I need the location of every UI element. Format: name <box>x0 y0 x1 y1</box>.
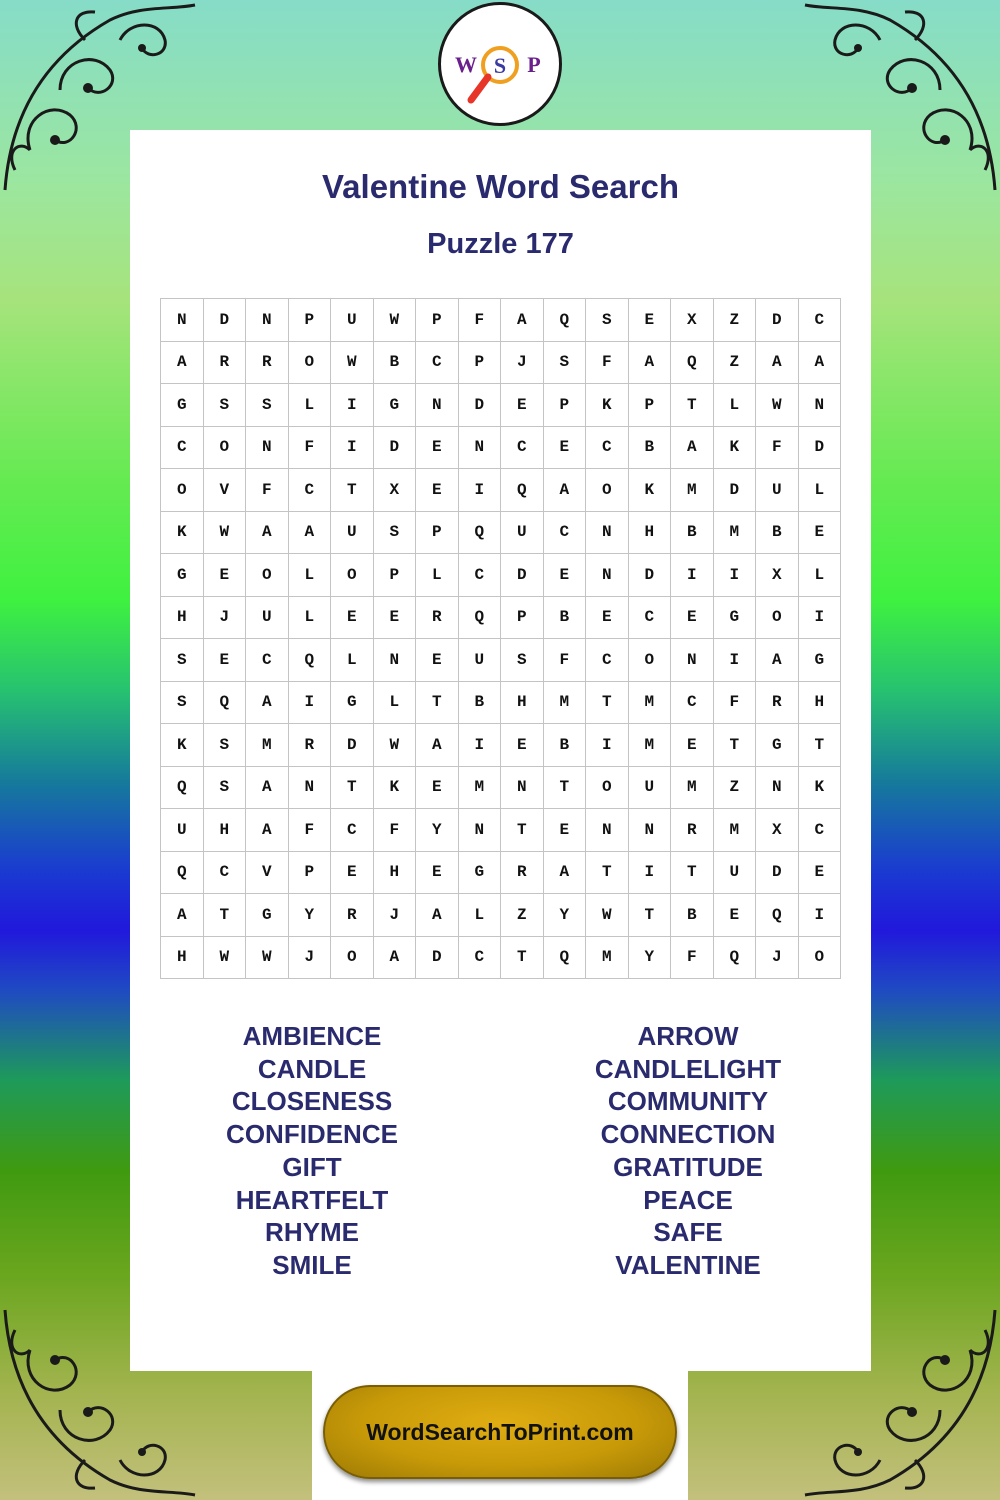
grid-cell[interactable]: W <box>204 937 247 980</box>
grid-cell[interactable]: T <box>714 724 757 767</box>
grid-cell[interactable]: F <box>246 469 289 512</box>
word-list-item: CLOSENESS <box>231 1086 393 1117</box>
grid-cell[interactable]: N <box>246 299 289 342</box>
grid-cell[interactable]: E <box>331 597 374 640</box>
grid-cell[interactable]: Q <box>544 299 587 342</box>
grid-cell[interactable]: N <box>459 809 502 852</box>
grid-cell[interactable]: C <box>246 639 289 682</box>
grid-cell[interactable]: H <box>501 682 544 725</box>
grid-cell[interactable]: W <box>331 342 374 385</box>
grid-cell[interactable]: G <box>714 597 757 640</box>
grid-cell[interactable]: B <box>544 597 587 640</box>
grid-cell[interactable]: O <box>204 427 247 470</box>
grid-cell[interactable]: Q <box>459 597 502 640</box>
grid-cell[interactable]: T <box>544 767 587 810</box>
grid-cell[interactable]: R <box>246 342 289 385</box>
grid-cell[interactable]: A <box>161 342 204 385</box>
grid-cell[interactable]: W <box>586 894 629 937</box>
grid-cell[interactable]: A <box>246 682 289 725</box>
grid-cell[interactable]: L <box>289 597 332 640</box>
grid-cell[interactable]: K <box>161 512 204 555</box>
grid-cell[interactable]: W <box>374 724 417 767</box>
grid-cell[interactable]: P <box>501 597 544 640</box>
grid-cell[interactable]: A <box>289 512 332 555</box>
grid-cell[interactable]: R <box>501 852 544 895</box>
grid-cell[interactable]: S <box>161 682 204 725</box>
grid-cell[interactable]: N <box>501 767 544 810</box>
grid-cell[interactable]: O <box>629 639 672 682</box>
grid-cell[interactable]: L <box>799 469 842 512</box>
grid-cell[interactable]: C <box>586 639 629 682</box>
grid-cell[interactable]: C <box>459 554 502 597</box>
grid-cell[interactable]: E <box>714 894 757 937</box>
puzzle-card <box>130 130 871 1371</box>
grid-cell[interactable]: J <box>374 894 417 937</box>
grid-cell[interactable]: W <box>204 512 247 555</box>
grid-cell[interactable]: S <box>246 384 289 427</box>
word-list-item: AMBIENCE <box>242 1021 382 1051</box>
grid-cell[interactable]: C <box>799 299 842 342</box>
word-list-item: GIFT <box>282 1151 342 1182</box>
logo-letter-p: P <box>527 52 541 77</box>
grid-cell[interactable]: A <box>416 724 459 767</box>
grid-cell[interactable]: F <box>756 427 799 470</box>
word-list-item: CONFIDENCE <box>226 1119 398 1150</box>
grid-cell[interactable]: A <box>671 427 714 470</box>
word-list-item: SAFE <box>653 1217 723 1248</box>
grid-cell[interactable]: O <box>246 554 289 597</box>
grid-cell[interactable]: Q <box>714 937 757 980</box>
grid-cell[interactable]: S <box>501 639 544 682</box>
word-list-item: ARROW <box>637 1021 739 1051</box>
word-list-item: COMMUNITY <box>607 1086 769 1117</box>
grid-cell[interactable]: H <box>629 512 672 555</box>
grid-cell[interactable]: K <box>799 767 842 810</box>
grid-cell[interactable]: K <box>714 427 757 470</box>
grid-cell[interactable]: I <box>331 427 374 470</box>
grid-cell[interactable]: J <box>756 937 799 980</box>
grid-cell[interactable]: I <box>671 554 714 597</box>
grid-cell[interactable]: D <box>331 724 374 767</box>
grid-cell[interactable]: B <box>756 512 799 555</box>
word-list-item: CANDLELIGHT <box>594 1053 782 1084</box>
grid-cell[interactable]: F <box>586 342 629 385</box>
grid-cell[interactable]: U <box>714 852 757 895</box>
grid-cell[interactable]: K <box>629 469 672 512</box>
word-list-item: CONNECTION <box>600 1119 776 1150</box>
grid-cell[interactable]: G <box>161 554 204 597</box>
grid-cell[interactable]: A <box>374 937 417 980</box>
letter-grid <box>160 298 841 979</box>
grid-cell[interactable]: U <box>459 639 502 682</box>
grid-cell[interactable]: E <box>629 299 672 342</box>
grid-cell[interactable]: T <box>586 682 629 725</box>
grid-cell[interactable]: A <box>161 894 204 937</box>
grid-cell[interactable]: Q <box>544 937 587 980</box>
grid-cell[interactable]: E <box>204 554 247 597</box>
grid-cell[interactable]: P <box>629 384 672 427</box>
grid-cell[interactable]: A <box>544 469 587 512</box>
grid-cell[interactable]: C <box>416 342 459 385</box>
grid-cell[interactable]: S <box>374 512 417 555</box>
grid-cell[interactable]: C <box>671 682 714 725</box>
grid-cell[interactable]: J <box>289 937 332 980</box>
grid-cell[interactable]: O <box>799 937 842 980</box>
website-label: WordSearchToPrint.com <box>366 1418 634 1445</box>
grid-cell[interactable]: A <box>501 299 544 342</box>
grid-cell[interactable]: B <box>629 427 672 470</box>
grid-cell[interactable]: X <box>756 809 799 852</box>
grid-cell[interactable]: T <box>501 809 544 852</box>
grid-cell[interactable]: C <box>459 937 502 980</box>
grid-cell[interactable]: E <box>331 852 374 895</box>
grid-cell[interactable]: D <box>756 299 799 342</box>
grid-cell[interactable]: U <box>161 809 204 852</box>
grid-cell[interactable]: T <box>204 894 247 937</box>
grid-cell[interactable]: S <box>544 342 587 385</box>
grid-cell[interactable]: T <box>671 384 714 427</box>
grid-cell[interactable]: E <box>374 597 417 640</box>
grid-cell[interactable]: M <box>629 682 672 725</box>
grid-cell[interactable]: D <box>799 427 842 470</box>
grid-cell[interactable]: E <box>501 724 544 767</box>
grid-cell[interactable]: F <box>544 639 587 682</box>
grid-cell[interactable]: N <box>586 512 629 555</box>
grid-cell[interactable]: U <box>756 469 799 512</box>
grid-cell[interactable]: G <box>161 384 204 427</box>
grid-cell[interactable]: X <box>374 469 417 512</box>
word-list-item: SMILE <box>272 1249 352 1280</box>
grid-cell[interactable]: E <box>586 597 629 640</box>
word-list-item: HEARTFELT <box>235 1184 389 1215</box>
grid-cell[interactable]: I <box>331 384 374 427</box>
grid-cell[interactable]: Y <box>629 937 672 980</box>
grid-cell[interactable]: M <box>671 469 714 512</box>
grid-cell[interactable]: G <box>246 894 289 937</box>
grid-cell[interactable]: N <box>629 809 672 852</box>
grid-cell[interactable]: M <box>629 724 672 767</box>
grid-cell[interactable]: C <box>629 597 672 640</box>
grid-cell[interactable]: I <box>629 852 672 895</box>
grid-cell[interactable]: M <box>544 682 587 725</box>
grid-cell[interactable]: V <box>204 469 247 512</box>
grid-cell[interactable]: Q <box>501 469 544 512</box>
grid-cell[interactable]: A <box>756 342 799 385</box>
grid-cell[interactable]: N <box>586 809 629 852</box>
grid-cell[interactable]: N <box>374 639 417 682</box>
grid-cell[interactable]: O <box>331 937 374 980</box>
grid-cell[interactable]: P <box>544 384 587 427</box>
grid-cell[interactable]: P <box>416 512 459 555</box>
grid-cell[interactable]: M <box>714 809 757 852</box>
grid-cell[interactable]: N <box>586 554 629 597</box>
grid-cell[interactable]: E <box>416 469 459 512</box>
grid-cell[interactable]: U <box>331 512 374 555</box>
grid-cell[interactable]: B <box>374 342 417 385</box>
grid-cell[interactable]: G <box>756 724 799 767</box>
grid-cell[interactable]: A <box>629 342 672 385</box>
grid-cell[interactable]: E <box>544 554 587 597</box>
grid-cell[interactable]: M <box>586 937 629 980</box>
grid-cell[interactable]: S <box>204 384 247 427</box>
grid-cell[interactable]: S <box>204 767 247 810</box>
grid-cell[interactable]: A <box>416 894 459 937</box>
wsp-logo[interactable] <box>438 2 562 126</box>
grid-cell[interactable]: N <box>246 427 289 470</box>
word-list-item: RHYME <box>265 1217 359 1248</box>
grid-cell[interactable]: I <box>714 639 757 682</box>
grid-cell[interactable]: L <box>799 554 842 597</box>
word-list-item: VALENTINE <box>615 1249 761 1280</box>
grid-cell[interactable]: D <box>629 554 672 597</box>
grid-cell[interactable]: V <box>246 852 289 895</box>
grid-cell[interactable]: C <box>544 512 587 555</box>
grid-cell[interactable]: Z <box>501 894 544 937</box>
grid-cell[interactable]: Q <box>204 682 247 725</box>
grid-cell[interactable]: N <box>289 767 332 810</box>
grid-cell[interactable]: Y <box>416 809 459 852</box>
grid-cell[interactable]: Q <box>756 894 799 937</box>
grid-cell[interactable]: O <box>161 469 204 512</box>
grid-cell[interactable]: C <box>161 427 204 470</box>
grid-cell[interactable]: A <box>756 639 799 682</box>
logo-letter-s: S <box>493 53 507 78</box>
grid-cell[interactable]: O <box>586 767 629 810</box>
grid-cell[interactable]: U <box>629 767 672 810</box>
grid-cell[interactable]: N <box>161 299 204 342</box>
grid-cell[interactable]: M <box>714 512 757 555</box>
grid-cell[interactable]: H <box>204 809 247 852</box>
grid-cell[interactable]: U <box>331 299 374 342</box>
grid-cell[interactable]: N <box>756 767 799 810</box>
grid-cell[interactable]: A <box>799 342 842 385</box>
grid-cell[interactable]: E <box>501 384 544 427</box>
grid-cell[interactable]: R <box>204 342 247 385</box>
grid-cell[interactable]: G <box>799 639 842 682</box>
grid-cell[interactable]: T <box>671 852 714 895</box>
grid-cell[interactable]: E <box>416 427 459 470</box>
grid-cell[interactable]: C <box>204 852 247 895</box>
grid-cell[interactable]: T <box>629 894 672 937</box>
grid-cell[interactable]: O <box>756 597 799 640</box>
grid-cell[interactable]: B <box>671 894 714 937</box>
grid-cell[interactable]: I <box>586 724 629 767</box>
grid-cell[interactable]: D <box>501 554 544 597</box>
grid-cell[interactable]: K <box>586 384 629 427</box>
grid-cell[interactable]: C <box>289 469 332 512</box>
grid-cell[interactable]: T <box>586 852 629 895</box>
grid-cell[interactable]: M <box>459 767 502 810</box>
grid-cell[interactable]: Q <box>289 639 332 682</box>
grid-cell[interactable]: H <box>374 852 417 895</box>
word-list-left <box>190 1020 434 1282</box>
grid-cell[interactable]: D <box>416 937 459 980</box>
grid-cell[interactable]: B <box>459 682 502 725</box>
grid-cell[interactable]: W <box>374 299 417 342</box>
grid-cell[interactable]: S <box>204 724 247 767</box>
grid-cell[interactable]: I <box>459 724 502 767</box>
grid-cell[interactable]: L <box>374 682 417 725</box>
grid-cell[interactable]: C <box>799 809 842 852</box>
website-button[interactable] <box>323 1385 677 1479</box>
grid-cell[interactable]: I <box>289 682 332 725</box>
grid-cell[interactable]: R <box>289 724 332 767</box>
grid-cell[interactable]: F <box>289 809 332 852</box>
grid-cell[interactable]: T <box>416 682 459 725</box>
grid-cell[interactable]: D <box>459 384 502 427</box>
page-title: Valentine Word Search <box>321 168 679 205</box>
grid-cell[interactable]: E <box>544 809 587 852</box>
grid-cell[interactable]: T <box>331 767 374 810</box>
grid-cell[interactable]: Q <box>161 852 204 895</box>
grid-cell[interactable]: D <box>714 469 757 512</box>
grid-cell[interactable]: J <box>204 597 247 640</box>
grid-cell[interactable]: F <box>459 299 502 342</box>
grid-cell[interactable]: L <box>331 639 374 682</box>
grid-cell[interactable]: N <box>799 384 842 427</box>
grid-cell[interactable]: Z <box>714 299 757 342</box>
grid-cell[interactable]: R <box>331 894 374 937</box>
grid-cell[interactable]: E <box>544 427 587 470</box>
grid-cell[interactable]: C <box>331 809 374 852</box>
grid-cell[interactable]: T <box>331 469 374 512</box>
grid-cell[interactable]: E <box>416 852 459 895</box>
grid-cell[interactable]: N <box>416 384 459 427</box>
grid-cell[interactable]: K <box>374 767 417 810</box>
grid-cell[interactable]: Y <box>289 894 332 937</box>
grid-cell[interactable]: D <box>204 299 247 342</box>
grid-cell[interactable]: Z <box>714 342 757 385</box>
grid-cell[interactable]: X <box>671 299 714 342</box>
grid-cell[interactable]: I <box>799 894 842 937</box>
grid-cell[interactable]: Q <box>161 767 204 810</box>
grid-cell[interactable]: Y <box>544 894 587 937</box>
grid-cell[interactable]: J <box>501 342 544 385</box>
grid-cell[interactable]: B <box>544 724 587 767</box>
grid-cell[interactable]: C <box>501 427 544 470</box>
word-list-item: PEACE <box>643 1184 733 1215</box>
grid-cell[interactable]: T <box>799 724 842 767</box>
grid-cell[interactable]: E <box>799 852 842 895</box>
grid-cell[interactable]: O <box>586 469 629 512</box>
grid-cell[interactable]: H <box>161 597 204 640</box>
grid-cell[interactable]: F <box>714 682 757 725</box>
grid-cell[interactable]: O <box>331 554 374 597</box>
grid-cell[interactable]: T <box>501 937 544 980</box>
grid-cell[interactable]: E <box>204 639 247 682</box>
grid-cell[interactable]: E <box>671 597 714 640</box>
word-list-item: GRATITUDE <box>613 1151 763 1182</box>
grid-cell[interactable]: A <box>246 512 289 555</box>
grid-cell[interactable]: L <box>416 554 459 597</box>
word-list-item: CANDLE <box>257 1053 367 1084</box>
grid-cell[interactable]: E <box>799 512 842 555</box>
grid-cell[interactable]: Z <box>714 767 757 810</box>
grid-cell[interactable]: L <box>714 384 757 427</box>
grid-cell[interactable]: K <box>161 724 204 767</box>
grid-cell[interactable]: C <box>586 427 629 470</box>
grid-cell[interactable]: Q <box>459 512 502 555</box>
grid-cell[interactable]: D <box>756 852 799 895</box>
grid-cell[interactable]: M <box>671 767 714 810</box>
grid-cell[interactable]: H <box>799 682 842 725</box>
grid-cell[interactable]: N <box>459 427 502 470</box>
grid-cell[interactable]: U <box>501 512 544 555</box>
grid-cell[interactable]: G <box>374 384 417 427</box>
grid-cell[interactable]: N <box>671 639 714 682</box>
grid-cell[interactable]: L <box>459 894 502 937</box>
grid-cell[interactable]: B <box>671 512 714 555</box>
grid-cell[interactable]: U <box>246 597 289 640</box>
grid-cell[interactable]: I <box>459 469 502 512</box>
grid-cell[interactable]: P <box>459 342 502 385</box>
grid-cell[interactable]: X <box>756 554 799 597</box>
grid-cell[interactable]: I <box>714 554 757 597</box>
grid-cell[interactable]: W <box>756 384 799 427</box>
grid-cell[interactable]: G <box>459 852 502 895</box>
grid-cell[interactable]: P <box>374 554 417 597</box>
grid-cell[interactable]: F <box>289 427 332 470</box>
grid-cell[interactable]: A <box>246 767 289 810</box>
grid-cell[interactable]: P <box>289 852 332 895</box>
grid-cell[interactable]: A <box>544 852 587 895</box>
grid-cell[interactable]: F <box>671 937 714 980</box>
grid-cell[interactable]: W <box>246 937 289 980</box>
grid-cell[interactable]: S <box>161 639 204 682</box>
grid-cell[interactable]: F <box>374 809 417 852</box>
grid-cell[interactable]: P <box>416 299 459 342</box>
word-list-right <box>566 1020 810 1282</box>
grid-cell[interactable]: R <box>671 809 714 852</box>
grid-cell[interactable]: D <box>374 427 417 470</box>
grid-cell[interactable]: M <box>246 724 289 767</box>
grid-cell[interactable]: R <box>416 597 459 640</box>
puzzle-number: Puzzle 177 <box>427 228 574 260</box>
grid-cell[interactable]: O <box>289 342 332 385</box>
grid-cell[interactable]: L <box>289 384 332 427</box>
grid-cell[interactable]: S <box>586 299 629 342</box>
grid-cell[interactable]: P <box>289 299 332 342</box>
grid-cell[interactable]: R <box>756 682 799 725</box>
grid-cell[interactable]: E <box>416 767 459 810</box>
grid-cell[interactable]: L <box>289 554 332 597</box>
logo-letter-w: W <box>455 52 477 77</box>
grid-cell[interactable]: E <box>416 639 459 682</box>
grid-cell[interactable]: E <box>671 724 714 767</box>
grid-cell[interactable]: G <box>331 682 374 725</box>
grid-cell[interactable]: Q <box>671 342 714 385</box>
grid-cell[interactable]: I <box>799 597 842 640</box>
grid-cell[interactable]: H <box>161 937 204 980</box>
grid-cell[interactable]: A <box>246 809 289 852</box>
